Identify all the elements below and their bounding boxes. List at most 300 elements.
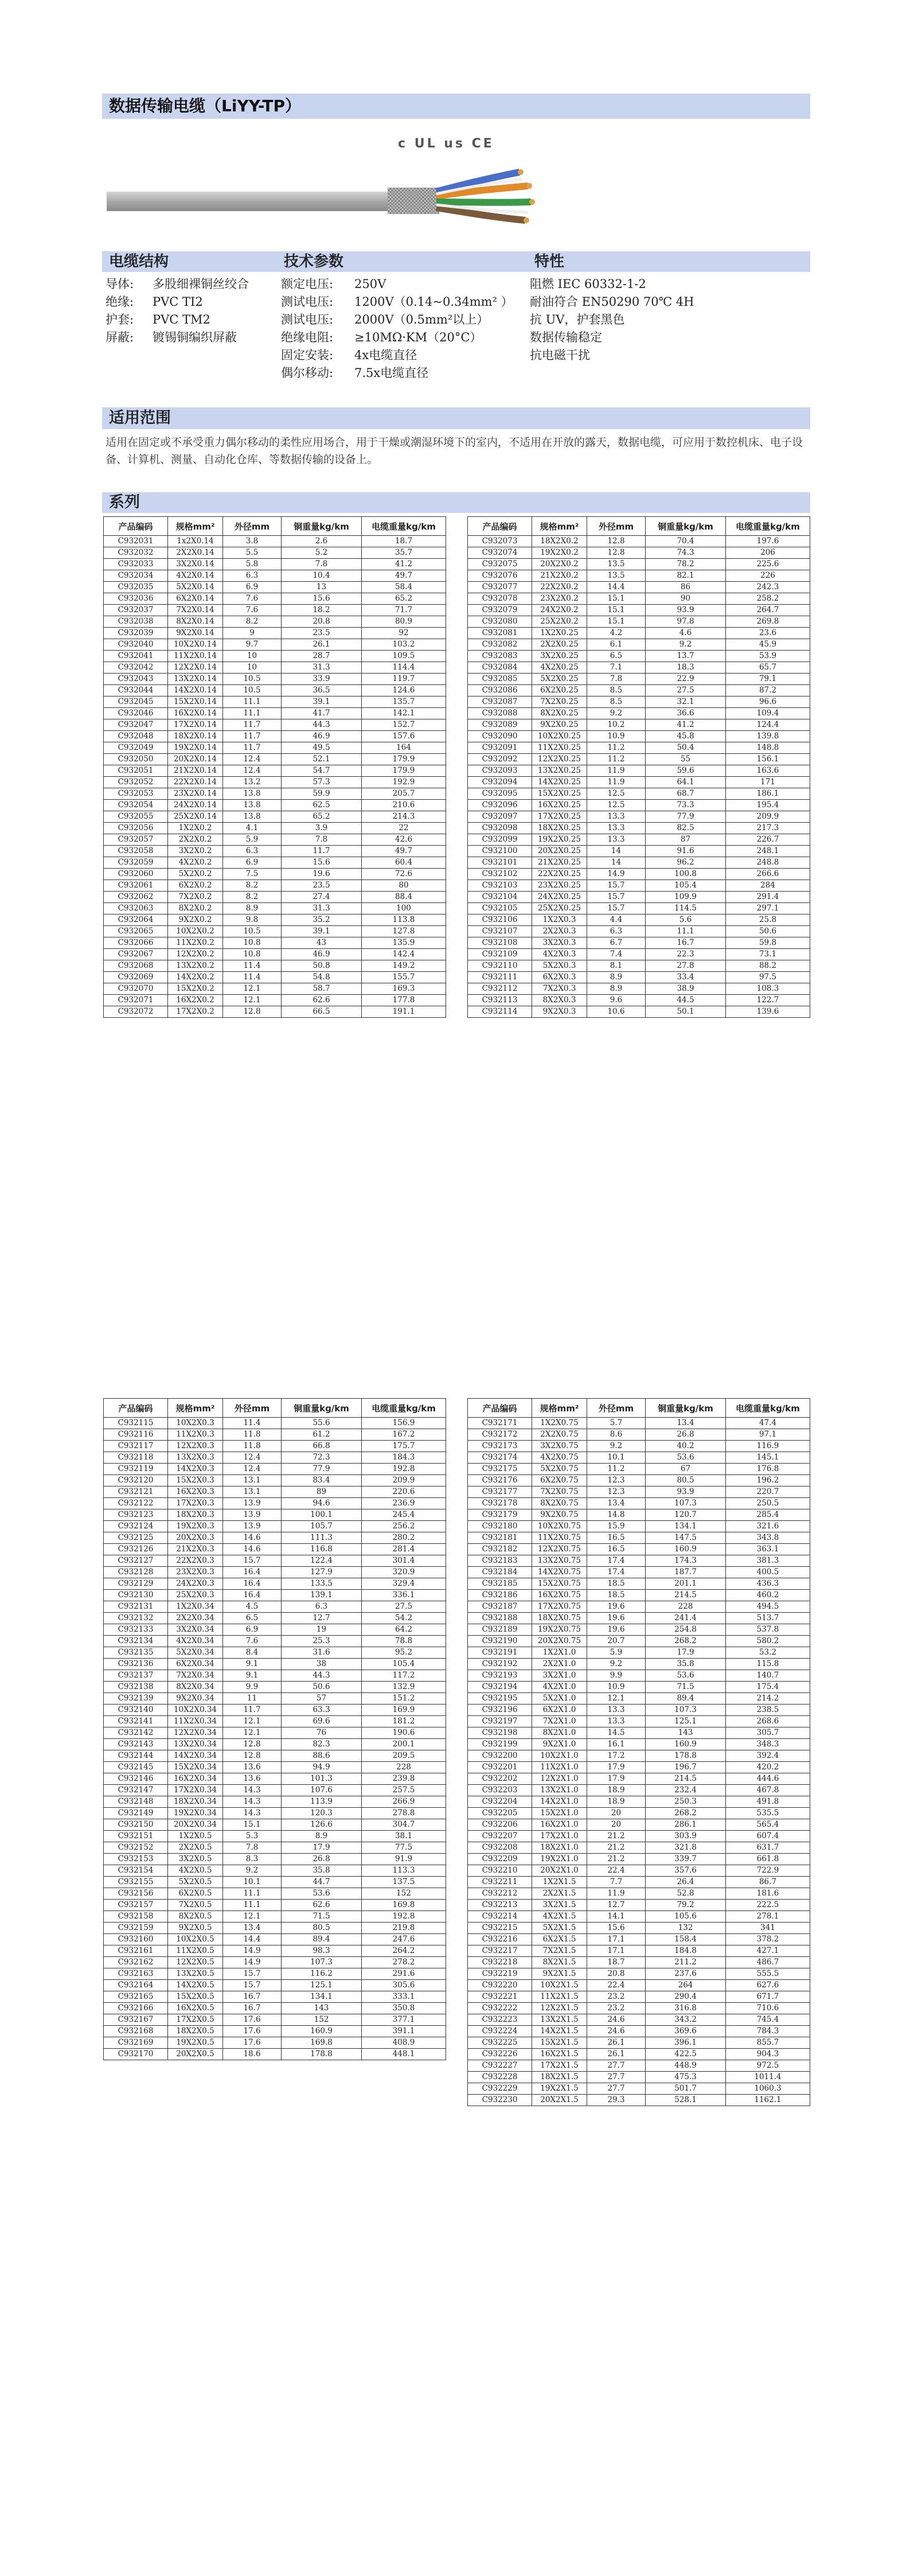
table-row <box>104 1739 446 1750</box>
cell-cu-weight: 113.9 <box>282 1796 362 1808</box>
cell-cu-weight: 82.5 <box>646 823 726 834</box>
cell-cable-weight: 27.5 <box>362 1601 446 1613</box>
cell-cu-weight: 343.2 <box>646 2014 726 2026</box>
cell-cu-weight: 105.4 <box>646 880 726 892</box>
cell-spec: 1X2X0.34 <box>168 1601 223 1613</box>
structure-value: 多股细裸铜丝绞合 <box>153 277 249 291</box>
cell-cu-weight: 38.9 <box>646 983 726 995</box>
cell-cu-weight: 268.2 <box>646 1636 726 1647</box>
cell-spec: 19X2X1.0 <box>532 1854 587 1865</box>
cell-cable-weight: 555.5 <box>726 1968 810 1980</box>
table-row <box>104 1670 446 1682</box>
cell-od: 18.6 <box>223 2049 282 2060</box>
cell-spec: 17X2X0.25 <box>532 811 587 823</box>
cell-cable-weight: 88.2 <box>726 960 810 972</box>
cell-cable-weight: 1060.3 <box>726 2083 810 2095</box>
tech-label: 测试电压: <box>281 295 334 309</box>
cell-code: C932081 <box>468 628 532 639</box>
cell-cu-weight: 36.6 <box>646 708 726 719</box>
cell-od: 13.6 <box>223 1773 282 1785</box>
structure-list <box>106 275 249 347</box>
cell-spec: 6X2X0.2 <box>168 880 223 892</box>
cell-spec: 9X2X0.75 <box>532 1509 587 1521</box>
cell-od: 13.9 <box>223 1509 282 1521</box>
table-row <box>468 788 810 800</box>
tech-label: 测试电压: <box>281 313 334 326</box>
cell-od: 6.9 <box>223 582 282 593</box>
table-row <box>104 1888 446 1900</box>
cell-cu-weight: 114.5 <box>646 903 726 915</box>
cell-cu-weight: 71.5 <box>646 1682 726 1693</box>
cell-od: 15.7 <box>223 1555 282 1567</box>
table-row <box>104 1705 446 1716</box>
cell-cu-weight: 94.6 <box>282 1498 362 1509</box>
cell-cable-weight: 50.6 <box>726 926 810 937</box>
cell-cable-weight: 122.7 <box>726 995 810 1006</box>
cell-cable-weight: 59.8 <box>726 937 810 949</box>
table-row <box>468 1475 810 1487</box>
cell-cable-weight: 192.9 <box>362 777 446 788</box>
cell-od: 13.5 <box>587 570 646 582</box>
table-row <box>468 1911 810 1923</box>
scope-text: 适用在固定或不承受重力偶尔移动的柔性应用场合，用于干燥或潮湿环境下的室内，不适用在开放的露天，数据电缆，可应用于数控机床、电子设备、计算机、测量、自动化仓库、等数据传输的设备上。 <box>106 436 803 466</box>
table-row <box>104 1911 446 1923</box>
cell-od: 23.2 <box>587 1991 646 2003</box>
table-row <box>104 1716 446 1727</box>
table-row <box>468 1808 810 1819</box>
cell-cable-weight: 671.7 <box>726 1991 810 2003</box>
table-row <box>468 547 810 559</box>
cell-spec: 4X2X0.3 <box>532 949 587 960</box>
cell-spec: 15X2X0.14 <box>168 696 223 708</box>
cell-cable-weight: 156.1 <box>726 754 810 765</box>
cell-spec: 5X2X0.3 <box>532 960 587 972</box>
cell-code: C932218 <box>468 1957 532 1968</box>
cell-cu-weight: 41.7 <box>282 708 362 719</box>
cell-code: C932124 <box>104 1521 168 1532</box>
table-row <box>468 1796 810 1808</box>
table-row <box>468 800 810 811</box>
cell-cu-weight: 122.4 <box>282 1555 362 1567</box>
cell-spec: 10X2X0.75 <box>532 1521 587 1532</box>
cell-spec: 8X2X1.5 <box>532 1957 587 1968</box>
cell-cable-weight: 420.2 <box>726 1762 810 1773</box>
cell-od: 5.3 <box>223 1831 282 1842</box>
cell-cable-weight: 436.3 <box>726 1578 810 1590</box>
cell-cable-weight: 209.9 <box>726 811 810 823</box>
cell-code: C932117 <box>104 1441 168 1452</box>
cell-code: C932149 <box>104 1808 168 1819</box>
cell-od: 22.4 <box>587 1865 646 1877</box>
cell-cable-weight: 190.6 <box>362 1727 446 1739</box>
cell-cu-weight: 107.6 <box>282 1785 362 1796</box>
table-row <box>468 1567 810 1578</box>
cell-cu-weight: 35.8 <box>646 1659 726 1670</box>
cell-cable-weight: 217.3 <box>726 823 810 834</box>
cell-spec: 6X2X0.3 <box>532 972 587 983</box>
cell-od: 14.4 <box>223 1934 282 1945</box>
cell-cu-weight: 7.8 <box>282 834 362 846</box>
table-row <box>104 1682 446 1693</box>
cell-spec: 3X2X0.2 <box>168 846 223 857</box>
cell-od: 6.3 <box>587 926 646 937</box>
cell-od: 19.6 <box>587 1601 646 1613</box>
table-row <box>104 662 446 674</box>
cell-code: C932202 <box>468 1773 532 1785</box>
table-row <box>468 708 810 719</box>
cell-cu-weight: 96.2 <box>646 857 726 869</box>
cell-code: C932206 <box>468 1819 532 1831</box>
cell-od: 6.5 <box>587 651 646 662</box>
cell-code: C932220 <box>468 1980 532 1991</box>
cell-od: 5.8 <box>223 559 282 570</box>
table-row <box>104 742 446 754</box>
cell-od: 8.4 <box>223 1647 282 1659</box>
cell-code: C932129 <box>104 1578 168 1590</box>
cell-code: C932074 <box>468 547 532 559</box>
cell-cable-weight: 627.6 <box>726 1980 810 1991</box>
table-row <box>468 1555 810 1567</box>
cell-cu-weight: 62.5 <box>282 800 362 811</box>
cell-cable-weight: 225.6 <box>726 559 810 570</box>
cell-code: C932056 <box>104 823 168 834</box>
cell-cable-weight: 486.7 <box>726 1957 810 1968</box>
cell-code: C932137 <box>104 1670 168 1682</box>
cell-code: C932165 <box>104 1991 168 2003</box>
cell-spec: 5X2X1.0 <box>532 1693 587 1705</box>
cell-od: 11.8 <box>223 1429 282 1441</box>
table-row <box>104 1819 446 1831</box>
cell-od: 11.8 <box>223 1441 282 1452</box>
table-header-row <box>468 517 810 536</box>
cell-od: 15.6 <box>587 1923 646 1934</box>
cell-cable-weight: 73.1 <box>726 949 810 960</box>
cell-cu-weight: 78.2 <box>646 559 726 570</box>
cell-cu-weight: 61.2 <box>282 1429 362 1441</box>
cell-code: C932066 <box>104 937 168 949</box>
cell-spec: 1X2X0.75 <box>532 1418 587 1429</box>
table-row <box>104 937 446 949</box>
cell-cu-weight: 89.4 <box>646 1693 726 1705</box>
cell-spec: 5X2X0.75 <box>532 1464 587 1475</box>
cell-cu-weight: 339.7 <box>646 1854 726 1865</box>
cell-spec: 24X2X0.3 <box>168 1578 223 1590</box>
cell-cu-weight: 46.9 <box>282 731 362 742</box>
cell-code: C932116 <box>104 1429 168 1441</box>
cell-cu-weight: 83.4 <box>282 1475 362 1487</box>
cell-cu-weight: 39.1 <box>282 926 362 937</box>
cell-cu-weight: 52.8 <box>646 1888 726 1900</box>
cell-code: C932221 <box>468 1991 532 2003</box>
table-row <box>468 1716 810 1727</box>
cell-cable-weight: 164 <box>362 742 446 754</box>
table-row <box>468 811 810 823</box>
table-row <box>468 949 810 960</box>
cell-spec: 15X2X0.34 <box>168 1762 223 1773</box>
cell-cu-weight: 55.6 <box>282 1418 362 1429</box>
cell-od: 7.8 <box>223 1842 282 1854</box>
table-row <box>468 685 810 696</box>
cell-code: C932043 <box>104 674 168 685</box>
cell-spec: 10X2X0.14 <box>168 639 223 651</box>
page-title: 数据传输电缆（LiYY-TP） <box>102 94 810 119</box>
cell-code: C932037 <box>104 605 168 616</box>
cell-spec: 7X2X0.14 <box>168 605 223 616</box>
cell-cu-weight: 62.6 <box>282 995 362 1006</box>
tech-value: 2000V（0.5mm²以上） <box>354 313 489 326</box>
cell-cable-weight: 38.1 <box>362 1831 446 1842</box>
cell-od: 11.7 <box>223 1705 282 1716</box>
table-row <box>104 2026 446 2037</box>
cell-cu-weight: 3.9 <box>282 823 362 834</box>
cell-cable-weight: 42.6 <box>362 834 446 846</box>
cell-cable-weight: 60.4 <box>362 857 446 869</box>
table-row <box>104 846 446 857</box>
cell-cable-weight: 297.1 <box>726 903 810 915</box>
cell-spec: 9X2X0.25 <box>532 719 587 731</box>
cell-cu-weight: 116.8 <box>282 1544 362 1555</box>
cell-code: C932130 <box>104 1590 168 1601</box>
tech-value: 7.5x电缆直径 <box>354 366 429 380</box>
cell-spec: 17X2X1.0 <box>532 1831 587 1842</box>
cell-spec: 1x2X0.14 <box>168 536 223 547</box>
cell-od: 11.7 <box>223 731 282 742</box>
cell-cu-weight: 254.8 <box>646 1624 726 1636</box>
cell-code: C932199 <box>468 1739 532 1750</box>
cell-cu-weight: 44.7 <box>282 1877 362 1888</box>
cell-spec: 19X2X0.25 <box>532 834 587 846</box>
cell-cu-weight: 17.9 <box>646 1647 726 1659</box>
cell-od: 7.4 <box>587 949 646 960</box>
cell-cable-weight: 378.2 <box>726 1934 810 1945</box>
cell-od: 12.8 <box>587 547 646 559</box>
structure-row <box>106 329 249 347</box>
cell-spec: 10X2X0.25 <box>532 731 587 742</box>
cell-od: 8.9 <box>223 903 282 915</box>
cell-od: 13.3 <box>587 834 646 846</box>
cell-spec: 16X2X0.5 <box>168 2003 223 2014</box>
cell-cable-weight: 245.4 <box>362 1509 446 1521</box>
cell-code: C932079 <box>468 605 532 616</box>
cell-spec: 14X2X0.75 <box>532 1567 587 1578</box>
cell-code: C932040 <box>104 639 168 651</box>
cell-cu-weight: 264 <box>646 1980 726 1991</box>
cell-spec: 14X2X0.25 <box>532 777 587 788</box>
table-row <box>104 880 446 892</box>
cell-spec: 4X2X1.0 <box>532 1682 587 1693</box>
cell-spec: 15X2X0.3 <box>168 1475 223 1487</box>
cell-od: 10.5 <box>223 685 282 696</box>
cell-od: 8.2 <box>223 880 282 892</box>
cell-cu-weight: 105.6 <box>646 1911 726 1923</box>
table-row <box>468 2083 810 2095</box>
tech-label: 固定安装: <box>281 348 334 362</box>
cell-code: C932172 <box>468 1429 532 1441</box>
cell-code: C932073 <box>468 536 532 547</box>
cell-spec: 9X2X0.3 <box>532 1006 587 1018</box>
cell-cu-weight: 72.3 <box>282 1452 362 1464</box>
feature-item: 耐油符合 EN50290 70℃ 4H <box>530 295 694 309</box>
cell-od: 21.2 <box>587 1842 646 1854</box>
cell-spec: 4X2X0.5 <box>168 1865 223 1877</box>
cell-cable-weight: 494.5 <box>726 1601 810 1613</box>
table-row <box>468 765 810 777</box>
cell-code: C932071 <box>104 995 168 1006</box>
header-cu-weight: 铜重量kg/km <box>282 1399 362 1418</box>
cell-spec: 5X2X1.5 <box>532 1923 587 1934</box>
cell-od: 14.4 <box>587 582 646 593</box>
cell-od: 6.7 <box>587 937 646 949</box>
table-row <box>104 949 446 960</box>
structure-label: 屏蔽: <box>106 330 134 344</box>
cell-code: C932115 <box>104 1418 168 1429</box>
cell-od: 11.4 <box>223 972 282 983</box>
cell-cu-weight: 28.7 <box>282 651 362 662</box>
cell-od: 13.3 <box>587 823 646 834</box>
cell-code: C932101 <box>468 857 532 869</box>
cell-cable-weight: 448.1 <box>362 2049 446 2060</box>
cell-cu-weight: 8.9 <box>282 1831 362 1842</box>
cell-cu-weight: 6.3 <box>282 1601 362 1613</box>
cell-od: 18.5 <box>587 1578 646 1590</box>
table-row <box>468 651 810 662</box>
table-row <box>104 1464 446 1475</box>
cell-code: C932223 <box>468 2014 532 2026</box>
cell-code: C932122 <box>104 1498 168 1509</box>
cell-cu-weight: 26.8 <box>646 1429 726 1441</box>
cell-od: 13.3 <box>587 1705 646 1716</box>
cell-od: 19.6 <box>587 1624 646 1636</box>
cell-spec: 2X2X0.25 <box>532 639 587 651</box>
cell-od: 11.9 <box>587 1888 646 1900</box>
feature-item: 抗电磁干扰 <box>530 348 590 362</box>
table-row <box>468 1509 810 1521</box>
cell-spec: 9X2X1.0 <box>532 1739 587 1750</box>
cell-od: 10.8 <box>223 937 282 949</box>
cell-cable-weight: 114.4 <box>362 662 446 674</box>
cell-cu-weight: 52.1 <box>282 754 362 765</box>
table-row <box>104 1509 446 1521</box>
cell-od: 15.7 <box>223 1980 282 1991</box>
cell-od: 12.4 <box>223 765 282 777</box>
cell-od: 12.4 <box>223 1452 282 1464</box>
cell-spec: 21X2X0.25 <box>532 857 587 869</box>
product-table-b <box>467 516 810 1018</box>
cell-cu-weight: 158.4 <box>646 1934 726 1945</box>
cell-spec: 10X2X0.2 <box>168 926 223 937</box>
cell-cable-weight: 156.9 <box>362 1418 446 1429</box>
cell-spec: 18X2X1.5 <box>532 2072 587 2083</box>
cell-cable-weight: 196.2 <box>726 1475 810 1487</box>
cell-od: 6.3 <box>223 570 282 582</box>
structure-label: 绝缘: <box>106 295 134 309</box>
cell-spec: 7X2X0.75 <box>532 1487 587 1498</box>
cell-cable-weight: 248.1 <box>726 846 810 857</box>
cell-code: C932078 <box>468 593 532 605</box>
cell-cu-weight: 46.9 <box>282 949 362 960</box>
cell-code: C932207 <box>468 1831 532 1842</box>
cell-code: C932147 <box>104 1785 168 1796</box>
table-row <box>104 536 446 547</box>
cell-spec: 18X2X1.0 <box>532 1842 587 1854</box>
cell-spec: 19X2X1.5 <box>532 2083 587 2095</box>
cell-cable-weight: 151.2 <box>362 1693 446 1705</box>
table-row <box>468 823 810 834</box>
cell-cable-weight: 181.2 <box>362 1716 446 1727</box>
cell-code: C932048 <box>104 731 168 742</box>
cell-od: 8.1 <box>587 960 646 972</box>
cell-od: 17.6 <box>223 2037 282 2049</box>
cell-spec: 24X2X0.25 <box>532 892 587 903</box>
cell-cu-weight: 39.1 <box>282 696 362 708</box>
cell-od: 24.6 <box>587 2014 646 2026</box>
cell-od: 15.9 <box>587 1521 646 1532</box>
cell-od: 29.3 <box>587 2095 646 2106</box>
cell-od: 11.9 <box>587 765 646 777</box>
cell-od: 6.9 <box>223 1624 282 1636</box>
cell-cu-weight: 50.8 <box>282 960 362 972</box>
cell-code: C932099 <box>468 834 532 846</box>
table-row <box>468 1452 810 1464</box>
cell-cable-weight: 329.4 <box>362 1578 446 1590</box>
cell-spec: 22X2X0.25 <box>532 869 587 880</box>
cell-spec: 10X2X1.0 <box>532 1750 587 1762</box>
cell-code: C932034 <box>104 570 168 582</box>
cell-code: C932146 <box>104 1773 168 1785</box>
cell-spec: 13X2X0.3 <box>168 1452 223 1464</box>
cell-cable-weight: 205.7 <box>362 788 446 800</box>
cell-cable-weight: 78.8 <box>362 1636 446 1647</box>
cell-code: C932161 <box>104 1945 168 1957</box>
cell-od: 20.8 <box>587 1968 646 1980</box>
cell-cable-weight: 258.2 <box>726 593 810 605</box>
cell-spec: 23X2X0.25 <box>532 880 587 892</box>
cell-code: C932219 <box>468 1968 532 1980</box>
cell-code: C932173 <box>468 1441 532 1452</box>
cell-spec: 9X2X0.14 <box>168 628 223 639</box>
cell-od: 11.2 <box>587 754 646 765</box>
cell-cu-weight: 139.1 <box>282 1590 362 1601</box>
table-row <box>104 1727 446 1739</box>
cell-od: 20 <box>587 1819 646 1831</box>
table-row <box>468 1900 810 1911</box>
table-row <box>468 2060 810 2072</box>
cell-code: C932212 <box>468 1888 532 1900</box>
cell-cu-weight: 196.7 <box>646 1762 726 1773</box>
cell-cable-weight: 320.9 <box>362 1567 446 1578</box>
cell-code: C932045 <box>104 696 168 708</box>
cell-od: 10.5 <box>223 926 282 937</box>
table-row <box>468 972 810 983</box>
cell-cu-weight: 63.3 <box>282 1705 362 1716</box>
header-spec: 规格mm² <box>532 1399 587 1418</box>
table-row <box>468 1991 810 2003</box>
cell-cu-weight: 55 <box>646 754 726 765</box>
cell-code: C932126 <box>104 1544 168 1555</box>
table-row <box>104 1750 446 1762</box>
cell-cu-weight: 250.3 <box>646 1796 726 1808</box>
table-row <box>468 593 810 605</box>
structure-heading: 电缆结构 <box>109 253 169 270</box>
cell-cu-weight: 67 <box>646 1464 726 1475</box>
cell-code: C932215 <box>468 1923 532 1934</box>
cell-cable-weight: 238.5 <box>726 1705 810 1716</box>
cell-spec: 18X2X0.75 <box>532 1613 587 1624</box>
cell-od: 17.6 <box>223 2014 282 2026</box>
cell-cu-weight: 201.1 <box>646 1578 726 1590</box>
cell-code: C932105 <box>468 903 532 915</box>
cell-od: 13.2 <box>223 777 282 788</box>
